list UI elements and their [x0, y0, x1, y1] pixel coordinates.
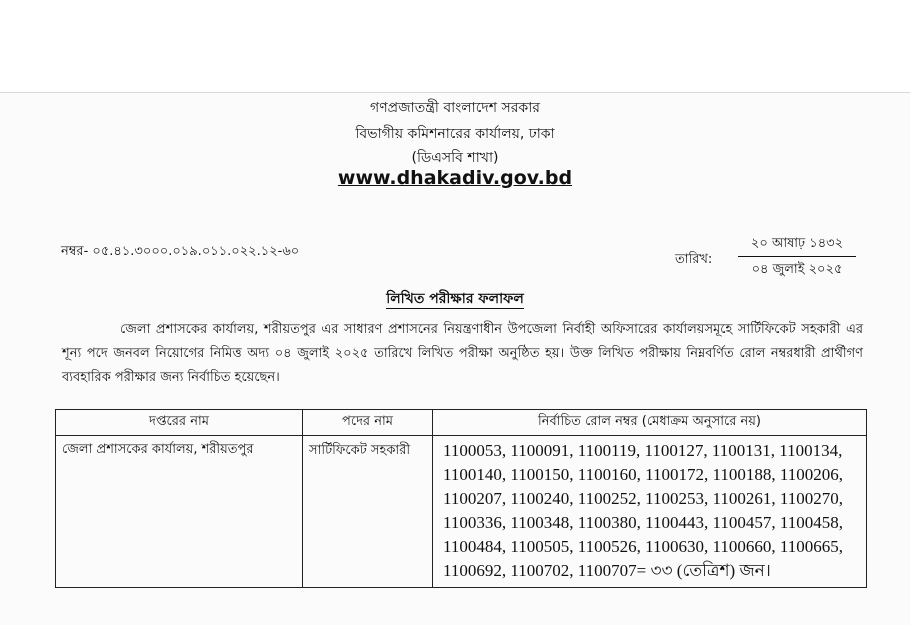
header-rolls: নির্বাচিত রোল নম্বর (মেধাক্রম অনুসারে নয়) [433, 410, 867, 436]
roll-numbers-cell: 1100053, 1100091, 1100119, 1100127, 1100131, 1100134, 1100140, 1100150, 1100160, 1100172, 1100188, 1100206, 1100207, 1100240, 1100252, 1100253, 1100261, 1100270, 1100336, 1100348, 1100380, 1100443, 1100457, 1100458, 1100484, 1100505, 1100526, 1100630, 1100660, 1100665, 1100692, 1100702, 1100707= ৩৩ (তেত্রিশ) জন। [433, 436, 867, 588]
date-bangla: ২০ আষাঢ় ১৪৩২ [750, 236, 844, 251]
office-name-cell: জেলা প্রশাসকের কার্যালয়, শরীয়তপুর [56, 436, 303, 588]
govt-title: গণপ্রজাতন্ত্রী বাংলাদেশ সরকার [370, 100, 540, 116]
memo-number: নম্বর- ০৫.৪১.৩০০০.০১৯.০১১.০২২.১২-৬০ [61, 244, 300, 259]
notice-text: জেলা প্রশাসকের কার্যালয়, শরীয়তপুর এর সাধারণ প্রশাসনের নিয়ন্ত্রণাধীন উপজেলা নির্বাহী অফিসারের কার্যালয়সমূহে সার্টিফিকেট সহকারী এর শূন্য পদে জনবল নিয়োগের নিমিত্ত অদ্য ০৪ জুলাই ২০২৫ তারিখে লিখিত পরীক্ষা অনুষ্ঠিত হয়। উক্ত লিখিত পরীক্ষায় নিম্নবর্ণিত রোল নম্বরধারী প্রার্থীগণ ব্যবহারিক পরীক্ষার জন্য নির্বাচিত হয়েছেন। [62, 322, 863, 385]
subject-heading [0, 287, 910, 311]
header-post: পদের নাম [303, 410, 433, 436]
table-row [56, 436, 867, 588]
subject-text: লিখিত পরীক্ষার ফলাফল [386, 291, 524, 307]
date-divider [738, 256, 856, 257]
date-english: ০৪ জুলাই ২০২৫ [751, 262, 843, 277]
post-name-cell: সার্টিফিকেট সহকারী [303, 436, 433, 588]
header-office: দপ্তরের নাম [56, 410, 303, 436]
office-title: বিভাগীয় কমিশনারের কার্যালয়, ঢাকা [355, 126, 555, 142]
notice-paragraph [62, 318, 863, 390]
blank-top-area [0, 0, 910, 93]
table-header-row [56, 410, 867, 436]
website-link[interactable]: www.dhakadiv.gov.bd [337, 167, 573, 189]
date-label: তারিখ: [675, 252, 713, 267]
branch-title: (ডিএসবি শাখা) [411, 150, 499, 166]
results-table [55, 409, 867, 588]
